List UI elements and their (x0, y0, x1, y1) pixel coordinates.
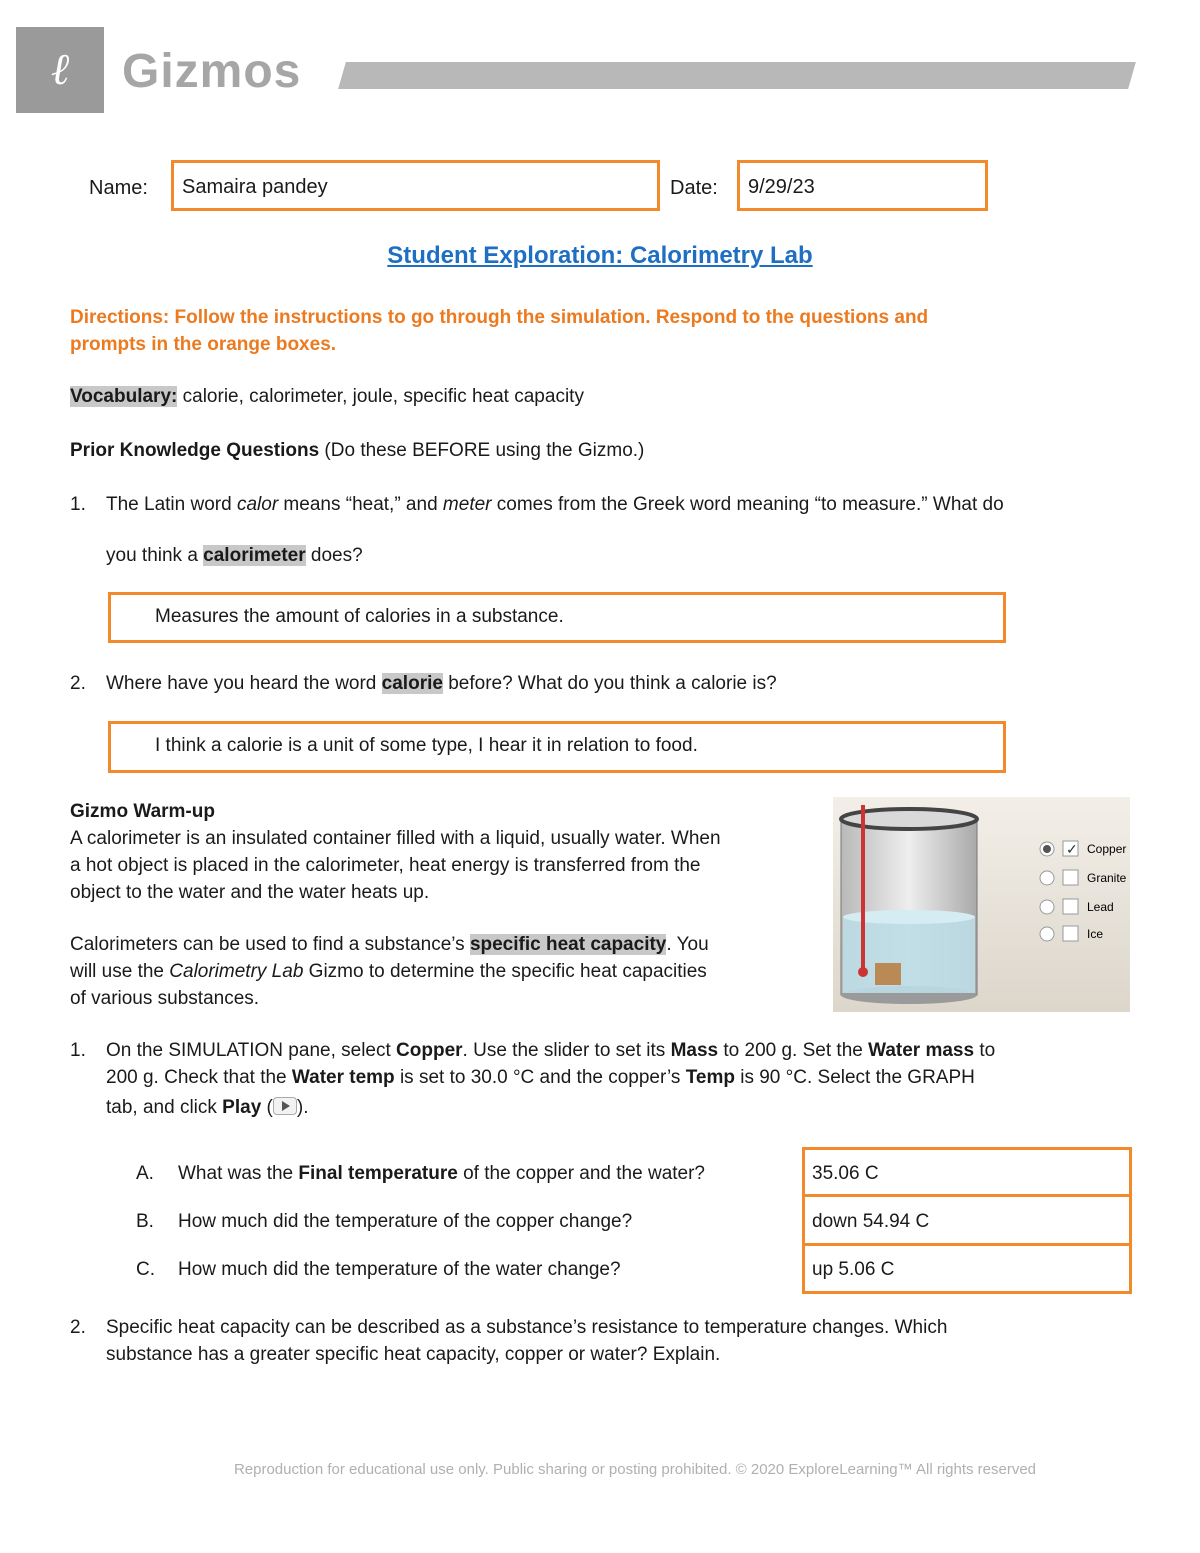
step1-t: ). (296, 1097, 309, 1118)
q1-highlight: calorimeter (203, 545, 306, 566)
checkbox-ice[interactable] (1063, 926, 1078, 941)
qa-question-a (178, 1160, 705, 1187)
step1-line-2 (106, 1064, 1166, 1091)
page-title: Student Exploration: Calorimetry Lab (387, 242, 813, 269)
step2-line: substance has a greater specific heat capacity, copper or water? Explain. (106, 1344, 721, 1365)
warmup-text: will use the (70, 961, 170, 982)
radio-ice[interactable] (1040, 927, 1054, 941)
q1-text: The Latin word (106, 494, 237, 515)
step1-b: Water mass (868, 1040, 975, 1061)
gizmos-brand: Gizmos (122, 45, 302, 98)
step2-text (106, 1314, 1166, 1368)
step1-line-1 (106, 1037, 1166, 1064)
step1-number: 1. (70, 1040, 86, 1061)
answers-divider (802, 1194, 1132, 1197)
warmup-em: Calorimetry Lab (169, 961, 304, 982)
step1-b: Copper (396, 1040, 463, 1061)
step1-b: Play (222, 1097, 262, 1118)
warmup-line (70, 958, 820, 985)
option-copper-label: Copper (1087, 842, 1127, 856)
thermometer (861, 805, 865, 975)
option-granite-label: Granite (1087, 871, 1127, 885)
warmup-text: . You (666, 934, 709, 955)
q2-text-part: Where have you heard the word (106, 673, 382, 694)
checkbox-lead[interactable] (1063, 899, 1078, 914)
radio-copper-dot (1043, 845, 1051, 853)
explorelearning-logo-icon: ℓ (50, 44, 70, 95)
date-label: Date: (670, 177, 718, 199)
option-ice-label: Ice (1087, 927, 1104, 941)
qa-letter-b: B. (136, 1211, 154, 1232)
q1-text: you think a (106, 545, 204, 566)
answers-divider (802, 1243, 1132, 1246)
q2-number: 2. (70, 673, 86, 694)
step1-line-3 (106, 1094, 1166, 1121)
vocabulary (70, 383, 584, 410)
prior-knowledge-heading (70, 437, 644, 464)
prior-heading-bold: Prior Knowledge Questions (70, 440, 320, 461)
radio-lead[interactable] (1040, 900, 1054, 914)
step1-t: to 200 g. Set the (718, 1040, 869, 1061)
date-field[interactable]: 9/29/23 (737, 160, 988, 211)
step1-text (106, 1037, 1166, 1121)
directions-line-1: Directions: Follow the instructions to go through the simulation. Respond to the questions and (70, 307, 929, 328)
step1-b: Water temp (291, 1067, 395, 1088)
warmup-line: a hot object is placed in the calorimeter, heat energy is transferred from the (70, 855, 701, 876)
prior-heading-note: (Do these BEFORE using the Gizmo.) (319, 440, 645, 461)
warmup-line: object to the water and the water heats up. (70, 882, 430, 903)
qa-t: What was the (178, 1163, 299, 1184)
play-icon (273, 1097, 297, 1115)
q1-text: does? (305, 545, 363, 566)
step1-t: 200 g. Check that the (106, 1067, 292, 1088)
footer: Reproduction for educational use only. Public sharing or posting prohibited. © 2020 ExploreLearning™ All rights reserved (233, 1461, 1037, 1478)
step2-line: Specific heat capacity can be described as a substance’s resistance to temperature changes. Which (106, 1317, 948, 1338)
qa-question-c: How much did the temperature of the water change? (178, 1259, 621, 1280)
directions (70, 304, 1070, 358)
vocabulary-label: Vocabulary: (70, 386, 178, 407)
step2-number: 2. (70, 1317, 86, 1338)
name-field[interactable]: Samaira pandey (171, 160, 660, 211)
q1-em-calor: calor (236, 494, 279, 515)
q1-text: comes from the Greek word meaning “to measure.” What do (491, 494, 1004, 515)
q1-number: 1. (70, 494, 86, 515)
header-bar (338, 62, 1136, 89)
answer-b[interactable]: down 54.94 C (812, 1211, 930, 1232)
qa-letter-c: C. (136, 1259, 155, 1280)
warmup-paragraph-2 (70, 931, 820, 1012)
q1-answer-box[interactable]: Measures the amount of calories in a substance. (108, 592, 1006, 643)
step1-b: Mass (670, 1040, 719, 1061)
step1-t: is 90 °C. Select the GRAPH (734, 1067, 975, 1088)
warmup-heading: Gizmo Warm-up (70, 801, 215, 822)
warmup-line: of various substances. (70, 988, 260, 1009)
q2-text (106, 670, 777, 697)
step1-t: to (974, 1040, 996, 1061)
checkbox-granite[interactable] (1063, 870, 1078, 885)
directions-line-2: prompts in the orange boxes. (70, 334, 337, 355)
warmup-text: Calorimeters can be used to find a substance’s (70, 934, 470, 955)
step1-t: . Use the slider to set its (462, 1040, 671, 1061)
warmup-text: Gizmo to determine the specific heat capacities (303, 961, 707, 982)
q2-answer-box[interactable]: I think a calorie is a unit of some type, I hear it in relation to food. (108, 721, 1006, 773)
check-mark-icon: ✓ (1066, 841, 1078, 857)
q2-highlight: calorie (381, 673, 443, 694)
answer-c[interactable]: up 5.06 C (812, 1259, 895, 1280)
qa-letter-a: A. (136, 1163, 154, 1184)
vocabulary-text: calorie, calorimeter, joule, specific heat capacity (177, 386, 584, 407)
q1-line-1 (106, 491, 1146, 518)
step1-t: tab, and click (106, 1097, 223, 1118)
qa-b: Final temperature (298, 1163, 458, 1184)
copper-sample (875, 963, 901, 985)
step1-t: On the SIMULATION pane, select (106, 1040, 397, 1061)
warmup-line: A calorimeter is an insulated container filled with a liquid, usually water. When (70, 828, 721, 849)
step1-b: Temp (685, 1067, 735, 1088)
calorimeter-illustration (833, 797, 1130, 1012)
option-lead-label: Lead (1087, 900, 1114, 914)
q1-em-meter: meter (442, 494, 492, 515)
q1-text: means “heat,” and (278, 494, 443, 515)
step1-t: is set to 30.0 °C and the copper’s (394, 1067, 686, 1088)
name-label: Name: (89, 177, 148, 199)
warmup-paragraph-1 (70, 825, 820, 906)
warmup-line (70, 931, 820, 958)
q1-line-2 (106, 542, 363, 569)
answer-a[interactable]: 35.06 C (812, 1163, 879, 1184)
thermometer-bulb (858, 967, 868, 977)
warmup-highlight: specific heat capacity (469, 934, 667, 955)
qa-t: of the copper and the water? (457, 1163, 705, 1184)
qa-question-b: How much did the temperature of the copper change? (178, 1211, 633, 1232)
step1-t: ( (261, 1097, 273, 1118)
radio-granite[interactable] (1040, 871, 1054, 885)
calorimeter-image (833, 797, 1130, 1012)
q2-text-part: before? What do you think a calorie is? (442, 673, 777, 694)
